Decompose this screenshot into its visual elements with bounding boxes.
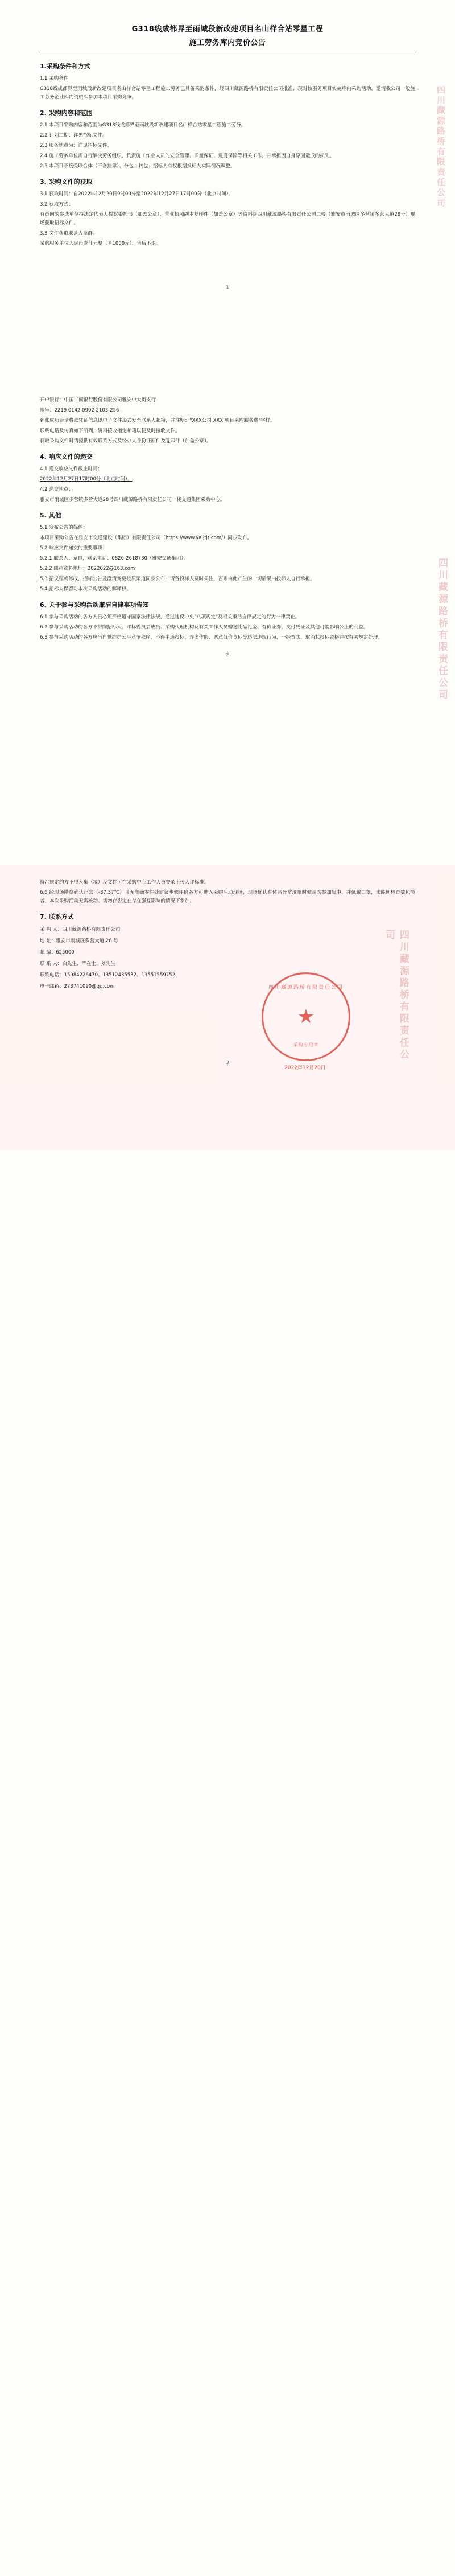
contact-row <box>40 982 415 992</box>
contact-row <box>40 959 415 969</box>
paragraph: 3.1 获取时间：自2022年12月20日9时00分至2022年12月27日17时00分（北京时间）。 <box>40 191 234 197</box>
paragraph: 2022年12月27日17时00分（北京时间）。 <box>40 476 133 482</box>
document-page-2 <box>0 865 455 2109</box>
paragraph: 5.1 发布公告的媒体： <box>40 525 88 531</box>
seal-date: 2022年12月20日 <box>284 1065 326 1071</box>
contact-label: 电子邮箱： <box>40 984 64 989</box>
side-seal-stamp-1: 四川藏源路桥有限责任公司 <box>436 85 446 208</box>
contact-label: 地 址： <box>40 938 56 944</box>
paragraph: 5.3 招议程或修改，招标公告及澄清变更按原渠道同步公布，请各投标人及时关注，否则由此产生的一切后果由投标人自行承担。 <box>40 576 315 582</box>
contact-value: 白先生、严在士、刘先生 <box>62 961 115 967</box>
paragraph: 联系电话及传真如下所列，资料接收指定邮箱以便及时接收文件。 <box>40 428 180 434</box>
title-line-1: G318线成都界至雨城段新改建项目名山样合站零星工程 <box>131 25 324 34</box>
contact-value: 雅安市雨城区多营大道 28 号 <box>56 938 118 944</box>
seal-top-text: 四川藏源路桥有限责任公司 <box>268 985 344 991</box>
contact-label: 邮 编： <box>40 950 56 955</box>
section-heading-6: 6. 关于参与采购活动廉洁自律事项告知 <box>40 601 149 609</box>
paragraph: 6.6 经现场勘察确认正常（-37.37℃）且无准确零件处建议步骤评价各方可进入采购活动现场，现场确认有体监异常现象时候请勿参加集中，并佩戴口罩，未能同检查数风险者，本次采购活动无需核动。切勿存否定在存在强互影响的情况下参加。 <box>40 890 415 904</box>
contact-value: 273741090@qq.com <box>64 984 115 989</box>
document-page-1 <box>0 0 455 865</box>
seal-bottom-text: 采购专用章 <box>293 1042 319 1047</box>
paragraph: 2.1 本项目采购内容和范围为G318线成都界至雨城段新改建项目名山样合站零星工程施工劳务。 <box>40 122 246 128</box>
paragraph: 采购服务单位人民币壹仟元整（￥1000元），售后不退。 <box>40 241 161 246</box>
contact-row <box>40 925 415 935</box>
section-heading-1: 1.采购条件和方式 <box>40 63 90 70</box>
paragraph: 账号：2219 0142 0902 2103-256 <box>40 408 119 413</box>
paragraph: 2.3 服务地点为：详见招标文件。 <box>40 143 112 149</box>
paragraph: 符合规定的方不得入集（境）反文件可在采购中心工作人员登录上传入评标准。 <box>40 880 209 885</box>
contact-block <box>40 925 415 992</box>
page-number: 2 <box>226 652 229 658</box>
paragraph: 2.5 本项目不接受联合体（不含挂靠）、分包、转包；招标人有权根据投标人实际情况调整。 <box>40 163 235 169</box>
paragraph: 本项目采购公告在雅安市交通建设（集团）有限责任公司（https://www.yaljtjt.com/）同步发布。 <box>40 535 252 541</box>
paragraph: 1.1 采购条件 <box>40 76 69 81</box>
paragraph: 6.3 参与采购活动的各方应当自觉维护公平竞争秩序，不得串通投标、弄虚作假、恶意低价竞标等违法违规行为，一经查实，取消其投标资格并按有关规定处理。 <box>40 635 383 640</box>
section-heading-3: 3. 采购文件的获取 <box>40 178 93 186</box>
paragraph: 5.2.2 邮箱资料地址：2022022@163.com。 <box>40 566 140 572</box>
paragraph: 开户银行：中国工商银行股份有限公司雅安中大街支行 <box>40 397 156 403</box>
paragraph: 3.3 文件获取联系人章群。 <box>40 231 98 236</box>
paragraph: 6.2 参与采购活动的各方不得向招标人、评标委员会成员、采购代理机构及有关工作人员赠送礼品礼金、有价证券、支付凭证及其他可能影响公正的利益。 <box>40 625 369 630</box>
paragraph: 获取采购文件时请提供有效联系方式及经办人身份证原件及复印件（加盖公章）。 <box>40 438 212 444</box>
contact-row <box>40 936 415 946</box>
paragraph: 2.4 施工劳务单位需自行解决劳务组织，负责施工作业人员的安全管理、质量保证、进度保障等相关工作，并承担因自身原因造成的损失。 <box>40 153 334 159</box>
side-seal-stamp-2: 四川藏源路桥有限责任公司 <box>436 558 448 701</box>
section-heading-2: 2. 采购内容和范围 <box>40 109 93 117</box>
paragraph: 到账成功后请将款凭证信息以电子文件形式发至联系人邮箱，并注明："XXX公司 XXX 项目采购服务费"字样。 <box>40 418 275 424</box>
section-heading-5: 5. 其他 <box>40 512 61 519</box>
contact-value: 15984226470、13512435532、13551559752 <box>64 972 175 978</box>
contact-label: 采 购 人： <box>40 927 63 932</box>
paragraph: G318线成都界至雨城段新改建项目名山样合站零星工程施工劳务已具备采购条件，经四川藏源路桥有限责任公司批准，现对该服务项目实施库内采购活动，邀请我公司一般施工劳务企业库内资质库参加本项目采购竞争。 <box>40 86 415 100</box>
side-seal-stamp-3: 四川藏源路桥有限责任公司 <box>383 930 409 1061</box>
contact-value: 四川藏源路桥有限责任公司 <box>62 927 121 932</box>
paragraph: 5.2 响应文件递交的重要事项： <box>40 545 107 551</box>
paragraph: 5.4 招标人保留对本次采购活动的解释权。 <box>40 586 131 592</box>
paragraph: 6.1 参与采购活动的各方人员必须严格遵守国家法律法规，通过违反中央"八项规定"及相关廉洁自律规定的行为一律禁止。 <box>40 614 300 620</box>
section-heading-4: 4. 响应文件的递交 <box>40 453 93 461</box>
paragraph: 4.1 递交响应文件截止时间： <box>40 466 102 472</box>
paragraph: 2.2 计划工期：详见招标文件。 <box>40 133 107 138</box>
document-page-3-blank <box>0 2109 455 2576</box>
paragraph: 4.2 递交地点： <box>40 487 73 492</box>
page-number: 3 <box>226 1060 229 1065</box>
paragraph: 雅安市雨城区多营镇多营大道28号四川藏源路桥有限责任公司一楼交通集团采购中心。 <box>40 497 225 503</box>
paragraph: 3.2 获取方式： <box>40 202 73 207</box>
contact-label: 联 系 人： <box>40 961 63 967</box>
seal-star-icon: ★ <box>297 1005 315 1028</box>
contact-row <box>40 948 415 958</box>
section-heading-7: 7. 联系方式 <box>40 913 74 921</box>
contact-row <box>40 971 415 980</box>
page-number: 1 <box>226 285 229 290</box>
paragraph: 有意向的参选单位持法定代表人授权委托书（加盖公章）、营业执照副本复印件（加盖公章）等资料到四川藏源路桥有限责任公司二楼（雅安市雨城区多营镇多营大道28号）现场获取招标文件。 <box>40 212 415 226</box>
paragraph: 5.2.1 联系人：章群，联系电话：0826-2618730（雅安交通集团）。 <box>40 556 189 561</box>
contact-label: 联系电话： <box>40 972 64 978</box>
title-line-2: 施工劳务库内竞价公告 <box>189 39 266 47</box>
page-title <box>40 23 415 50</box>
contact-value: 625000 <box>56 950 75 955</box>
